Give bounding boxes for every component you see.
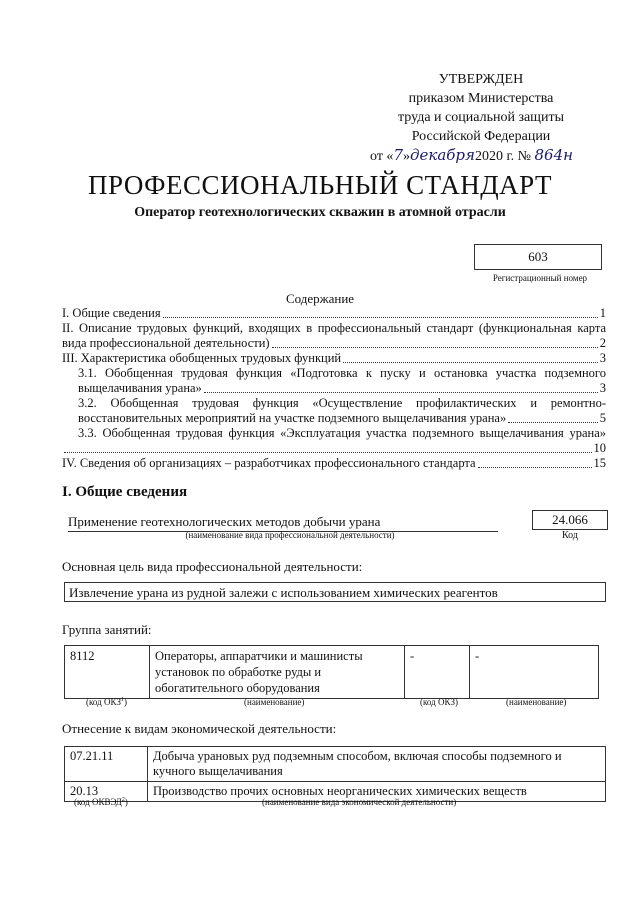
activity-name: Применение геотехнологических методов добычи урана	[68, 514, 498, 532]
approval-approved: УТВЕРЖДЕН	[438, 72, 524, 87]
okz-name-cell: Операторы, аппаратчики и машинисты установок по обработке руды и обогатительного оборудования	[150, 646, 405, 699]
okved-code-cell: 20.13	[65, 782, 148, 802]
toc-item[interactable]: II. Описание трудовых функций, входящих в профессиональный стандарт (функциональная карта вида профессиональной деятельности) 2	[62, 321, 606, 350]
okved-code-cell: 07.21.11	[65, 747, 148, 782]
table-of-contents	[62, 306, 606, 471]
goal-box: Извлечение урана из рудной залежи с использованием химических реагентов	[64, 582, 606, 602]
activity-caption: (наименование вида профессиональной деятельности)	[185, 530, 395, 540]
okz-code-caption-2: (код ОКЗ)	[420, 697, 458, 707]
registration-caption: Регистрационный номер	[492, 273, 588, 283]
okved-name-caption: (наименование вида экономической деятельности)	[262, 797, 457, 807]
date-mid: »	[402, 149, 410, 164]
occupation-group-label: Группа занятий:	[62, 622, 152, 637]
registration-number-box: 603	[474, 244, 602, 270]
okz-code-cell-2: -	[405, 646, 470, 699]
economic-activity-table	[64, 746, 606, 802]
approval-country: Российской Федерации	[411, 129, 551, 144]
handwritten-number: 864н	[534, 146, 574, 164]
toc-item[interactable]: I. Общие сведения 1	[62, 306, 606, 320]
approval-ministry: труда и социальной защиты	[398, 110, 564, 125]
code-caption: Код	[562, 530, 578, 541]
date-year: 2020 г. №	[474, 149, 531, 164]
approval-date-line	[370, 146, 600, 166]
goal-label: Основная цель вида профессиональной деятельности:	[62, 559, 363, 574]
toc-item[interactable]: 3.1. Обобщенная трудовая функция «Подготовка к пуску и остановка участка подземного выщелачивания урана» 3	[78, 366, 606, 395]
occupation-group-table	[64, 645, 599, 699]
toc-item[interactable]: 3.3. Обобщенная трудовая функция «Эксплуатация участка подземного выщелачивания урана» 10	[62, 426, 606, 456]
document-subtitle: Оператор геотехнологических скважин в атомной отрасли	[134, 205, 506, 220]
okved-name-cell: Производство прочих основных неорганических химических веществ	[148, 782, 606, 802]
table-row	[65, 747, 606, 782]
okz-name-caption: (наименование)	[244, 697, 305, 707]
approval-order: приказом Министерства	[408, 91, 554, 106]
table-row	[65, 646, 599, 699]
date-prefix: от «	[370, 149, 394, 164]
okz-code-cell: 8112	[65, 646, 150, 699]
document-title: ПРОФЕССИОНАЛЬНЫЙ СТАНДАРТ	[87, 170, 553, 200]
handwritten-month: декабря	[409, 146, 475, 164]
toc-item[interactable]: 3.2. Обобщенная трудовая функция «Осуществление профилактических и ремонтно- восстановительных мероприятий на участке подземного выщелачивания урана» 5	[78, 396, 606, 425]
toc-item[interactable]: IV. Сведения об организациях – разработчиках профессионального стандарта 15	[62, 456, 606, 470]
okz-code-caption: (код ОКЗ$^1$)	[86, 697, 127, 707]
handwritten-day: 7	[393, 146, 403, 164]
okved-code-caption: (код ОКВЭД$^2$)	[74, 797, 128, 807]
okz-name-cell-2: -	[470, 646, 599, 699]
okz-name-caption-2: (наименование)	[506, 697, 567, 707]
economic-activity-label: Отнесение к видам экономической деятельности:	[62, 721, 337, 736]
approval-stamp	[362, 70, 600, 166]
okved-name-cell: Добыча урановых руд подземным способом, включая способы подземного и кучного выщелачивания	[148, 747, 606, 782]
toc-item[interactable]: III. Характеристика обобщенных трудовых функций 3	[62, 351, 606, 365]
toc-title: Содержание	[285, 291, 355, 306]
activity-code-box: 24.066	[532, 510, 608, 530]
section-heading: I. Общие сведения	[62, 484, 188, 500]
